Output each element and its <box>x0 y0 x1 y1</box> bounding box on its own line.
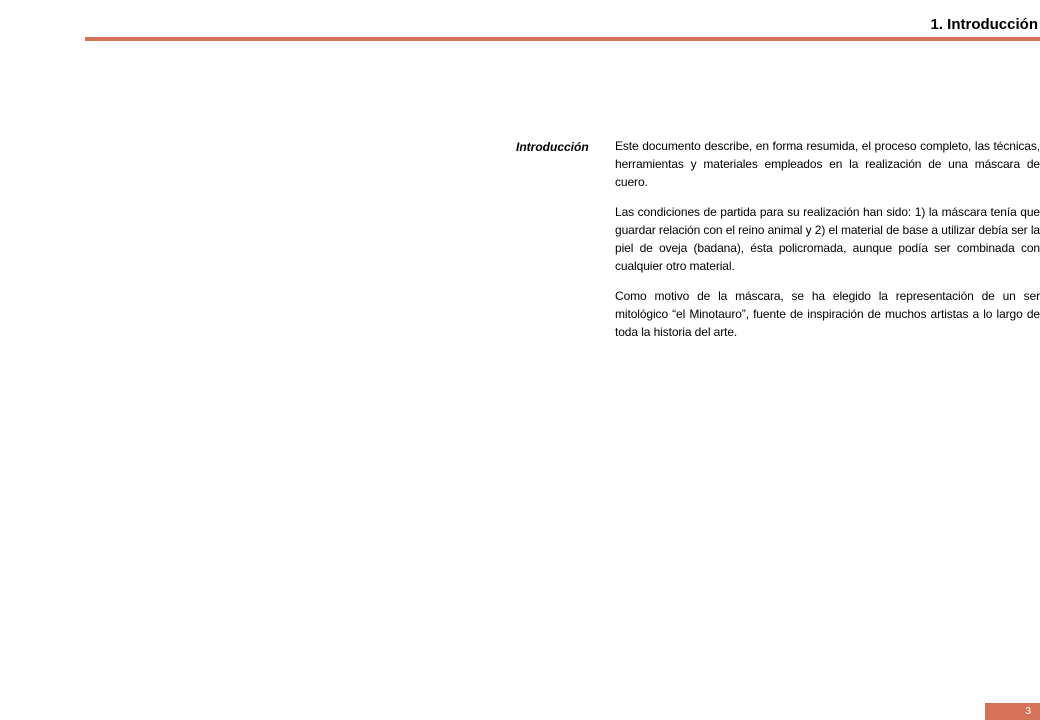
paragraph-1: Este documento describe, en forma resumida, el proceso completo, las técnicas, herramientas y materiales empleados en la realización de una máscara de cuero. <box>615 139 1040 189</box>
section-label: Introducción <box>516 140 589 154</box>
paragraph-2: Las condiciones de partida para su realización han sido: 1) la máscara tenía que guardar relación con el reino animal y 2) el material de base a utilizar debía ser la piel de oveja (badana), ésta policromada, aunque podía ser combinada con cualquier otro material. <box>615 205 1040 273</box>
page-title: 1. Introducción <box>930 16 1038 33</box>
section-body <box>615 137 1040 353</box>
page-number-badge: 3 <box>985 703 1040 720</box>
paragraph-3: Como motivo de la máscara, se ha elegido la representación de un ser mitológico “el Minotauro”, fuente de inspiración de muchos artistas a lo largo de toda la historia del arte. <box>615 289 1040 339</box>
header-divider <box>85 37 1040 41</box>
